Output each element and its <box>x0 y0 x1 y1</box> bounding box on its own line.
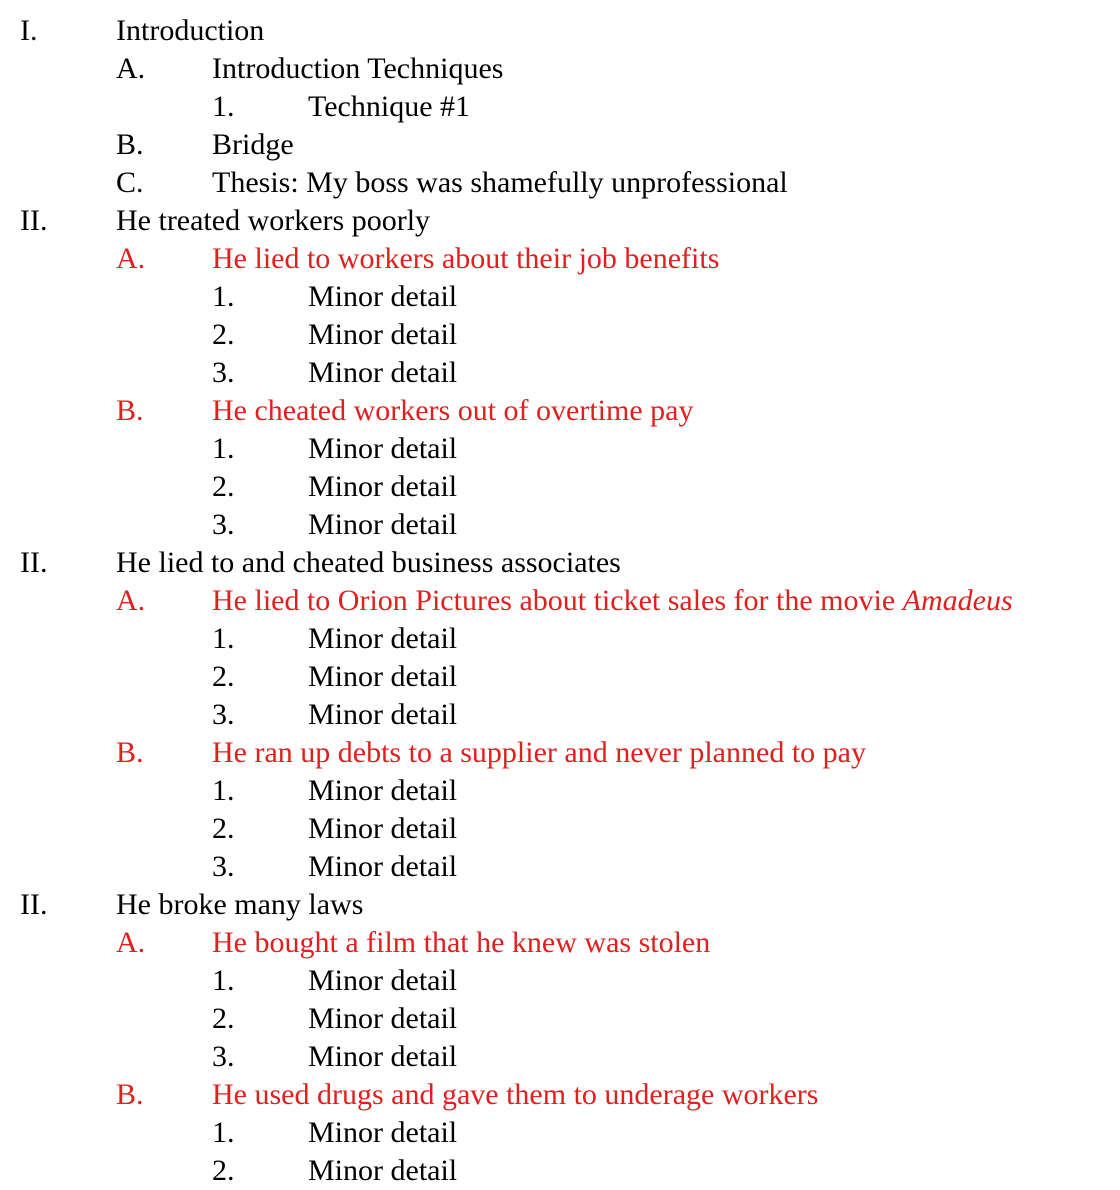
outline-text <box>308 696 457 734</box>
outline-text <box>308 316 457 354</box>
outline-text <box>212 1076 818 1114</box>
outline-text-main: Bridge <box>212 128 294 161</box>
outline-text <box>308 506 457 544</box>
outline-item-level-3 <box>0 506 1120 544</box>
outline-item-level-3 <box>0 1152 1120 1190</box>
outline-text-main: He ran up debts to a supplier and never planned to pay <box>212 736 866 769</box>
outline-text <box>212 50 503 88</box>
outline-text-main: Minor detail <box>308 318 458 351</box>
outline-text-main: Minor detail <box>308 622 458 655</box>
outline-text <box>308 468 457 506</box>
outline-item-level-3 <box>0 1114 1120 1152</box>
outline-text <box>308 1000 457 1038</box>
outline-item-level-2 <box>0 50 1120 88</box>
outline-text-main: Minor detail <box>308 698 458 731</box>
outline-item-level-1 <box>0 202 1120 240</box>
outline-marker: 2. <box>212 660 235 693</box>
outline-text-main: Minor detail <box>308 1116 458 1149</box>
outline-item-level-2 <box>0 240 1120 278</box>
outline-marker: 2. <box>212 470 235 503</box>
outline-item-level-2 <box>0 392 1120 430</box>
outline-marker: II. <box>20 546 48 579</box>
outline-item-level-3 <box>0 316 1120 354</box>
outline-text <box>308 848 457 886</box>
outline-text <box>116 886 363 924</box>
outline-item-level-3 <box>0 620 1120 658</box>
outline-text <box>308 658 457 696</box>
outline-marker: 1. <box>212 1116 235 1149</box>
outline-item-level-3 <box>0 354 1120 392</box>
outline-text-main: Minor detail <box>308 964 458 997</box>
outline-text-main: Minor detail <box>308 660 458 693</box>
outline-text-main: He lied to Orion Pictures about ticket sales for the movie <box>212 584 903 617</box>
outline-marker: 3. <box>212 850 235 883</box>
outline-marker: 1. <box>212 90 235 123</box>
outline-item-level-1 <box>0 886 1120 924</box>
outline-text-italic-title: Amadeus <box>902 584 1013 617</box>
outline-text-main: Minor detail <box>308 470 458 503</box>
outline-marker: II. <box>20 204 48 237</box>
outline-marker: C. <box>116 166 144 199</box>
outline-marker: 3. <box>212 698 235 731</box>
outline-marker: A. <box>116 926 146 959</box>
outline-item-level-3 <box>0 1000 1120 1038</box>
outline-item-level-1 <box>0 544 1120 582</box>
outline-item-level-3 <box>0 810 1120 848</box>
outline-text <box>308 1152 457 1190</box>
outline-text-main: He lied to workers about their job benefits <box>212 242 720 275</box>
outline-marker: 1. <box>212 964 235 997</box>
outline-text-main: Introduction Techniques <box>212 52 504 85</box>
outline-text <box>308 962 457 1000</box>
outline-text <box>308 354 457 392</box>
outline-text <box>116 12 264 50</box>
outline-item-level-2 <box>0 126 1120 164</box>
outline-item-level-3 <box>0 962 1120 1000</box>
outline-text-main: Minor detail <box>308 508 458 541</box>
outline-text <box>308 1114 457 1152</box>
outline-marker: A. <box>116 584 146 617</box>
outline-text <box>212 924 710 962</box>
outline-item-level-3 <box>0 658 1120 696</box>
outline-item-level-3 <box>0 278 1120 316</box>
outline-marker: B. <box>116 128 144 161</box>
outline-marker: 3. <box>212 508 235 541</box>
outline-marker: 1. <box>212 280 235 313</box>
outline-text-main: He treated workers poorly <box>116 204 431 237</box>
outline-text <box>308 278 457 316</box>
outline-text <box>116 202 430 240</box>
outline-item-level-3 <box>0 468 1120 506</box>
outline-text-main: Thesis: My boss was shamefully unprofessional <box>212 166 788 199</box>
outline-item-level-3 <box>0 88 1120 126</box>
outline-text <box>308 620 457 658</box>
outline-text-main: He broke many laws <box>116 888 364 921</box>
outline-text-main: Minor detail <box>308 1040 458 1073</box>
outline-marker: 2. <box>212 318 235 351</box>
outline-item-level-2 <box>0 924 1120 962</box>
outline-text-main: Minor detail <box>308 1002 458 1035</box>
outline-item-level-3 <box>0 772 1120 810</box>
outline-text <box>308 1038 457 1076</box>
outline-marker: 3. <box>212 356 235 389</box>
outline-text-main: He bought a film that he knew was stolen <box>212 926 711 959</box>
outline-text <box>308 772 457 810</box>
outline-item-level-2 <box>0 734 1120 772</box>
outline-item-level-2 <box>0 582 1120 620</box>
outline-item-level-3 <box>0 1038 1120 1076</box>
outline-marker: A. <box>116 52 146 85</box>
outline-text <box>308 430 457 468</box>
outline-text-main: Minor detail <box>308 850 458 883</box>
outline-text-main: Minor detail <box>308 812 458 845</box>
outline-text <box>212 164 788 202</box>
outline-text <box>212 582 1013 620</box>
outline-text-main: Minor detail <box>308 280 458 313</box>
outline-text-main: Minor detail <box>308 1154 458 1187</box>
document-outline <box>0 12 1120 1190</box>
outline-text <box>308 810 457 848</box>
outline-text <box>212 240 719 278</box>
outline-text-main: Minor detail <box>308 774 458 807</box>
outline-text <box>212 126 294 164</box>
outline-text <box>116 544 621 582</box>
outline-marker: A. <box>116 242 146 275</box>
outline-marker: 2. <box>212 1002 235 1035</box>
outline-marker: 1. <box>212 622 235 655</box>
outline-text <box>308 88 470 126</box>
outline-text-main: He cheated workers out of overtime pay <box>212 394 694 427</box>
outline-item-level-3 <box>0 430 1120 468</box>
outline-text-main: Technique #1 <box>308 90 471 123</box>
outline-marker: B. <box>116 394 144 427</box>
outline-item-level-3 <box>0 848 1120 886</box>
outline-item-level-1 <box>0 12 1120 50</box>
outline-marker: B. <box>116 1078 144 1111</box>
outline-item-level-2 <box>0 164 1120 202</box>
outline-marker: 2. <box>212 812 235 845</box>
outline-marker: 1. <box>212 774 235 807</box>
outline-marker: 3. <box>212 1040 235 1073</box>
outline-text-main: Minor detail <box>308 432 458 465</box>
outline-text <box>212 392 693 430</box>
outline-text-main: Introduction <box>116 14 265 47</box>
outline-text-main: He used drugs and gave them to underage workers <box>212 1078 819 1111</box>
outline-text <box>212 734 866 772</box>
outline-marker: II. <box>20 888 48 921</box>
outline-marker: 1. <box>212 432 235 465</box>
outline-text-main: Minor detail <box>308 356 458 389</box>
outline-marker: 2. <box>212 1154 235 1187</box>
outline-item-level-3 <box>0 696 1120 734</box>
outline-marker: I. <box>20 14 38 47</box>
outline-marker: B. <box>116 736 144 769</box>
outline-item-level-2 <box>0 1076 1120 1114</box>
outline-text-main: He lied to and cheated business associates <box>116 546 621 579</box>
